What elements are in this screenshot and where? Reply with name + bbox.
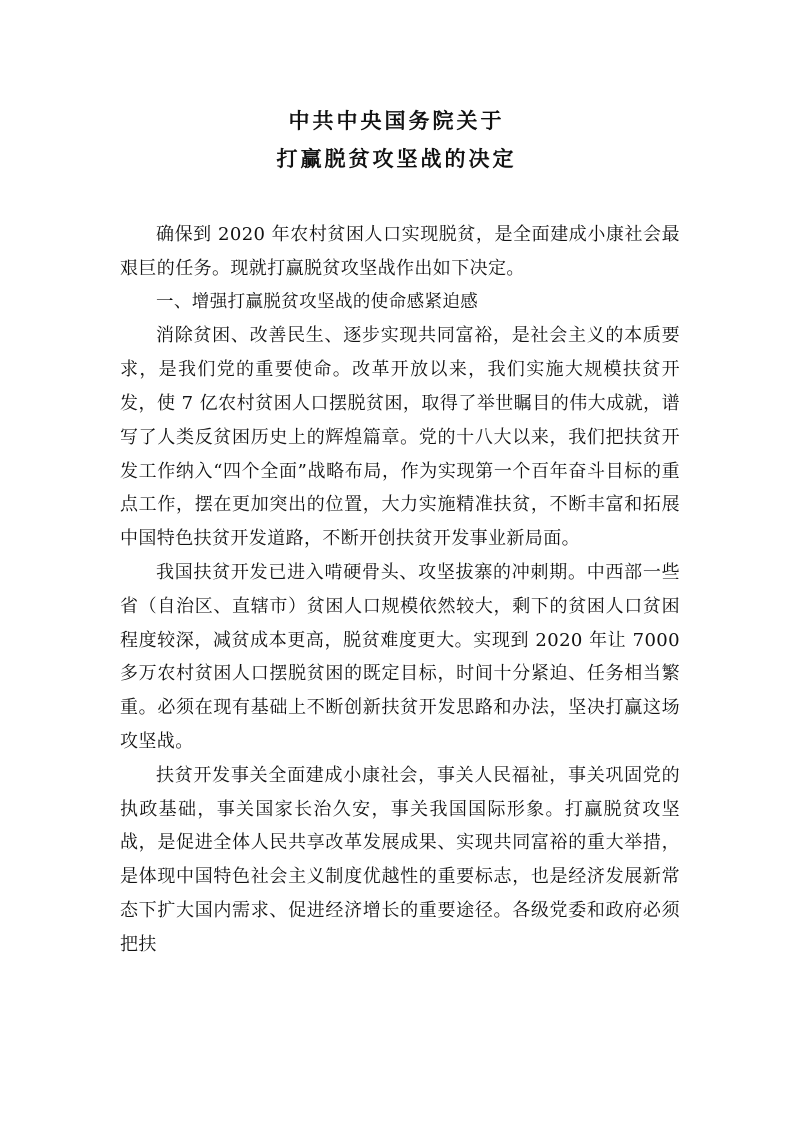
paragraph-intro: 确保到 2020 年农村贫困人口实现脱贫，是全面建成小康社会最艰巨的任务。现就打赢脱贫攻坚战作出如下决定。 [120, 224, 680, 279]
document-title-line-2: 打赢脱贫攻坚战的决定 [276, 146, 517, 171]
paragraph-3: 扶贫开发事关全面建成小康社会，事关人民福祉，事关巩固党的执政基础，事关国家长治久安，事关我国国际形象。打赢脱贫攻坚战，是促进全体人民共享改革发展成果、实现共同富裕的重大举措，是体现中国特色社会主义制度优越性的重要标志，也是经济发展新常态下扩大国内需求、促进经济增长的重要途径。各级党委和政府必须把扶 [120, 764, 680, 955]
document-title-line-1: 中共中央国务院关于 [288, 108, 505, 133]
paragraph-1: 消除贫困、改善民生、逐步实现共同富裕，是社会主义的本质要求，是我们党的重要使命。改革开放以来，我们实施大规模扶贫开发，使 7 亿农村贫困人口摆脱贫困，取得了举世瞩目的伟大成就，谱写了人类反贫困历史上的辉煌篇章。党的十八大以来，我们把扶贫开发工作纳入“四个全面”战略布局，作为实现第一个百年奋斗目标的重点工作，摆在更加突出的位置，大力实施精准扶贫，不断丰富和拓展中国特色扶贫开发道路，不断开创扶贫开发事业新局面。 [120, 325, 680, 550]
document-body [120, 218, 680, 962]
section-heading-1: 一、增强打赢脱贫攻坚战的使命感紧迫感 [156, 291, 479, 312]
paragraph-2: 我国扶贫开发已进入啃硬骨头、攻坚拔寨的冲刺期。中西部一些省（自治区、直辖市）贫困人口规模依然较大，剩下的贫困人口贫困程度较深，减贫成本更高，脱贫难度更大。实现到 2020 年让 7000 多万农村贫困人口摆脱贫困的既定目标，时间十分紧迫、任务相当繁重。必须在现有基础上不断创新扶贫开发思路和办法，坚决打赢这场攻坚战。 [120, 561, 680, 752]
